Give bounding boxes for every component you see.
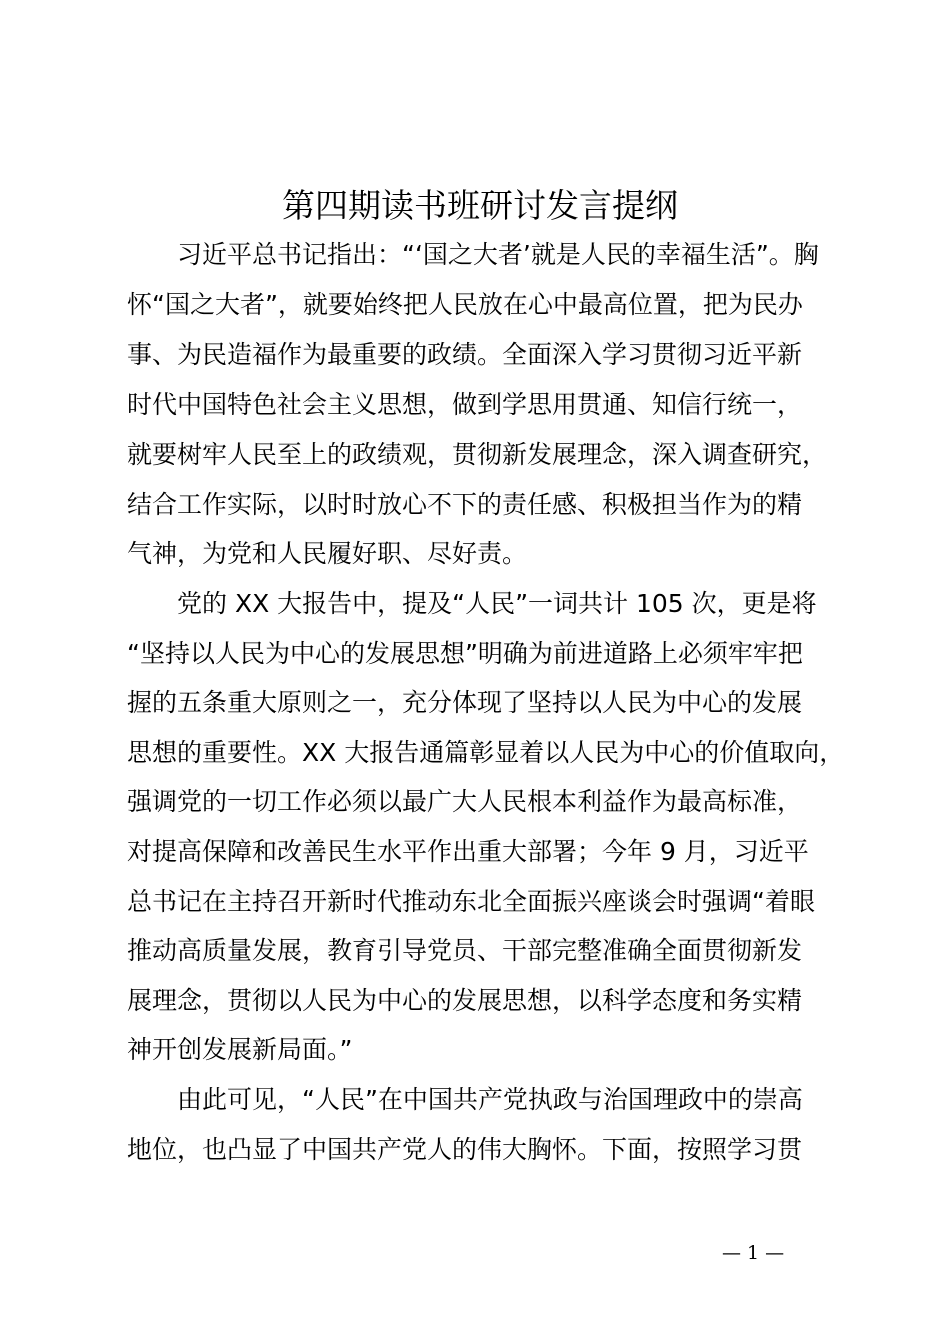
text-line: 推动高质量发展，教育引导党员、干部完整准确全面贯彻新发 [127, 936, 803, 965]
text-line: 强调党的一切工作必须以最广大人民根本利益作为最高标准， [127, 787, 803, 816]
text-line: 党的 XX 大报告中，提及“人民”一词共计 105 次，更是将 [127, 589, 817, 618]
text-line: 气神，为党和人民履好职、尽好责。 [127, 539, 528, 568]
text-line: 怀“国之大者”，就要始终把人民放在心中最高位置，把为民办 [127, 290, 803, 319]
text-line: 神开创发展新局面。” [127, 1035, 353, 1064]
text-line: 就要树牢人民至上的政绩观，贯彻新发展理念，深入调查研究， [127, 440, 828, 469]
text-line: 习近平总书记指出：“‘国之大者’就是人民的幸福生活”。胸 [127, 240, 819, 269]
text-line: 时代中国特色社会主义思想，做到学思用贯通、知信行统一， [127, 390, 803, 419]
text-line: 握的五条重大原则之一，充分体现了坚持以人民为中心的发展 [127, 688, 803, 717]
text-line: 地位，也凸显了中国共产党人的伟大胸怀。下面，按照学习贯 [127, 1135, 803, 1164]
text-line: “坚持以人民为中心的发展思想”明确为前进道路上必须牢牢把 [127, 639, 803, 668]
text-line: 由此可见，“人民”在中国共产党执政与治国理政中的崇高 [127, 1085, 803, 1114]
text-line: 结合工作实际，以时时放心不下的责任感、积极担当作为的精 [127, 490, 803, 519]
document-title: 第四期读书班研讨发言提纲 [282, 186, 678, 225]
text-line: 事、为民造福作为最重要的政绩。全面深入学习贯彻习近平新 [127, 340, 803, 369]
text-line: 对提高保障和改善民生水平作出重大部署；今年 9 月，习近平 [127, 837, 809, 866]
page-number: — 1 — [722, 1242, 785, 1264]
text-line: 总书记在主持召开新时代推动东北全面振兴座谈会时强调“着眼 [127, 887, 815, 916]
text-line: 展理念，贯彻以人民为中心的发展思想，以科学态度和务实精 [127, 986, 803, 1015]
text-line: 思想的重要性。XX 大报告通篇彰显着以人民为中心的价值取向， [127, 738, 845, 767]
